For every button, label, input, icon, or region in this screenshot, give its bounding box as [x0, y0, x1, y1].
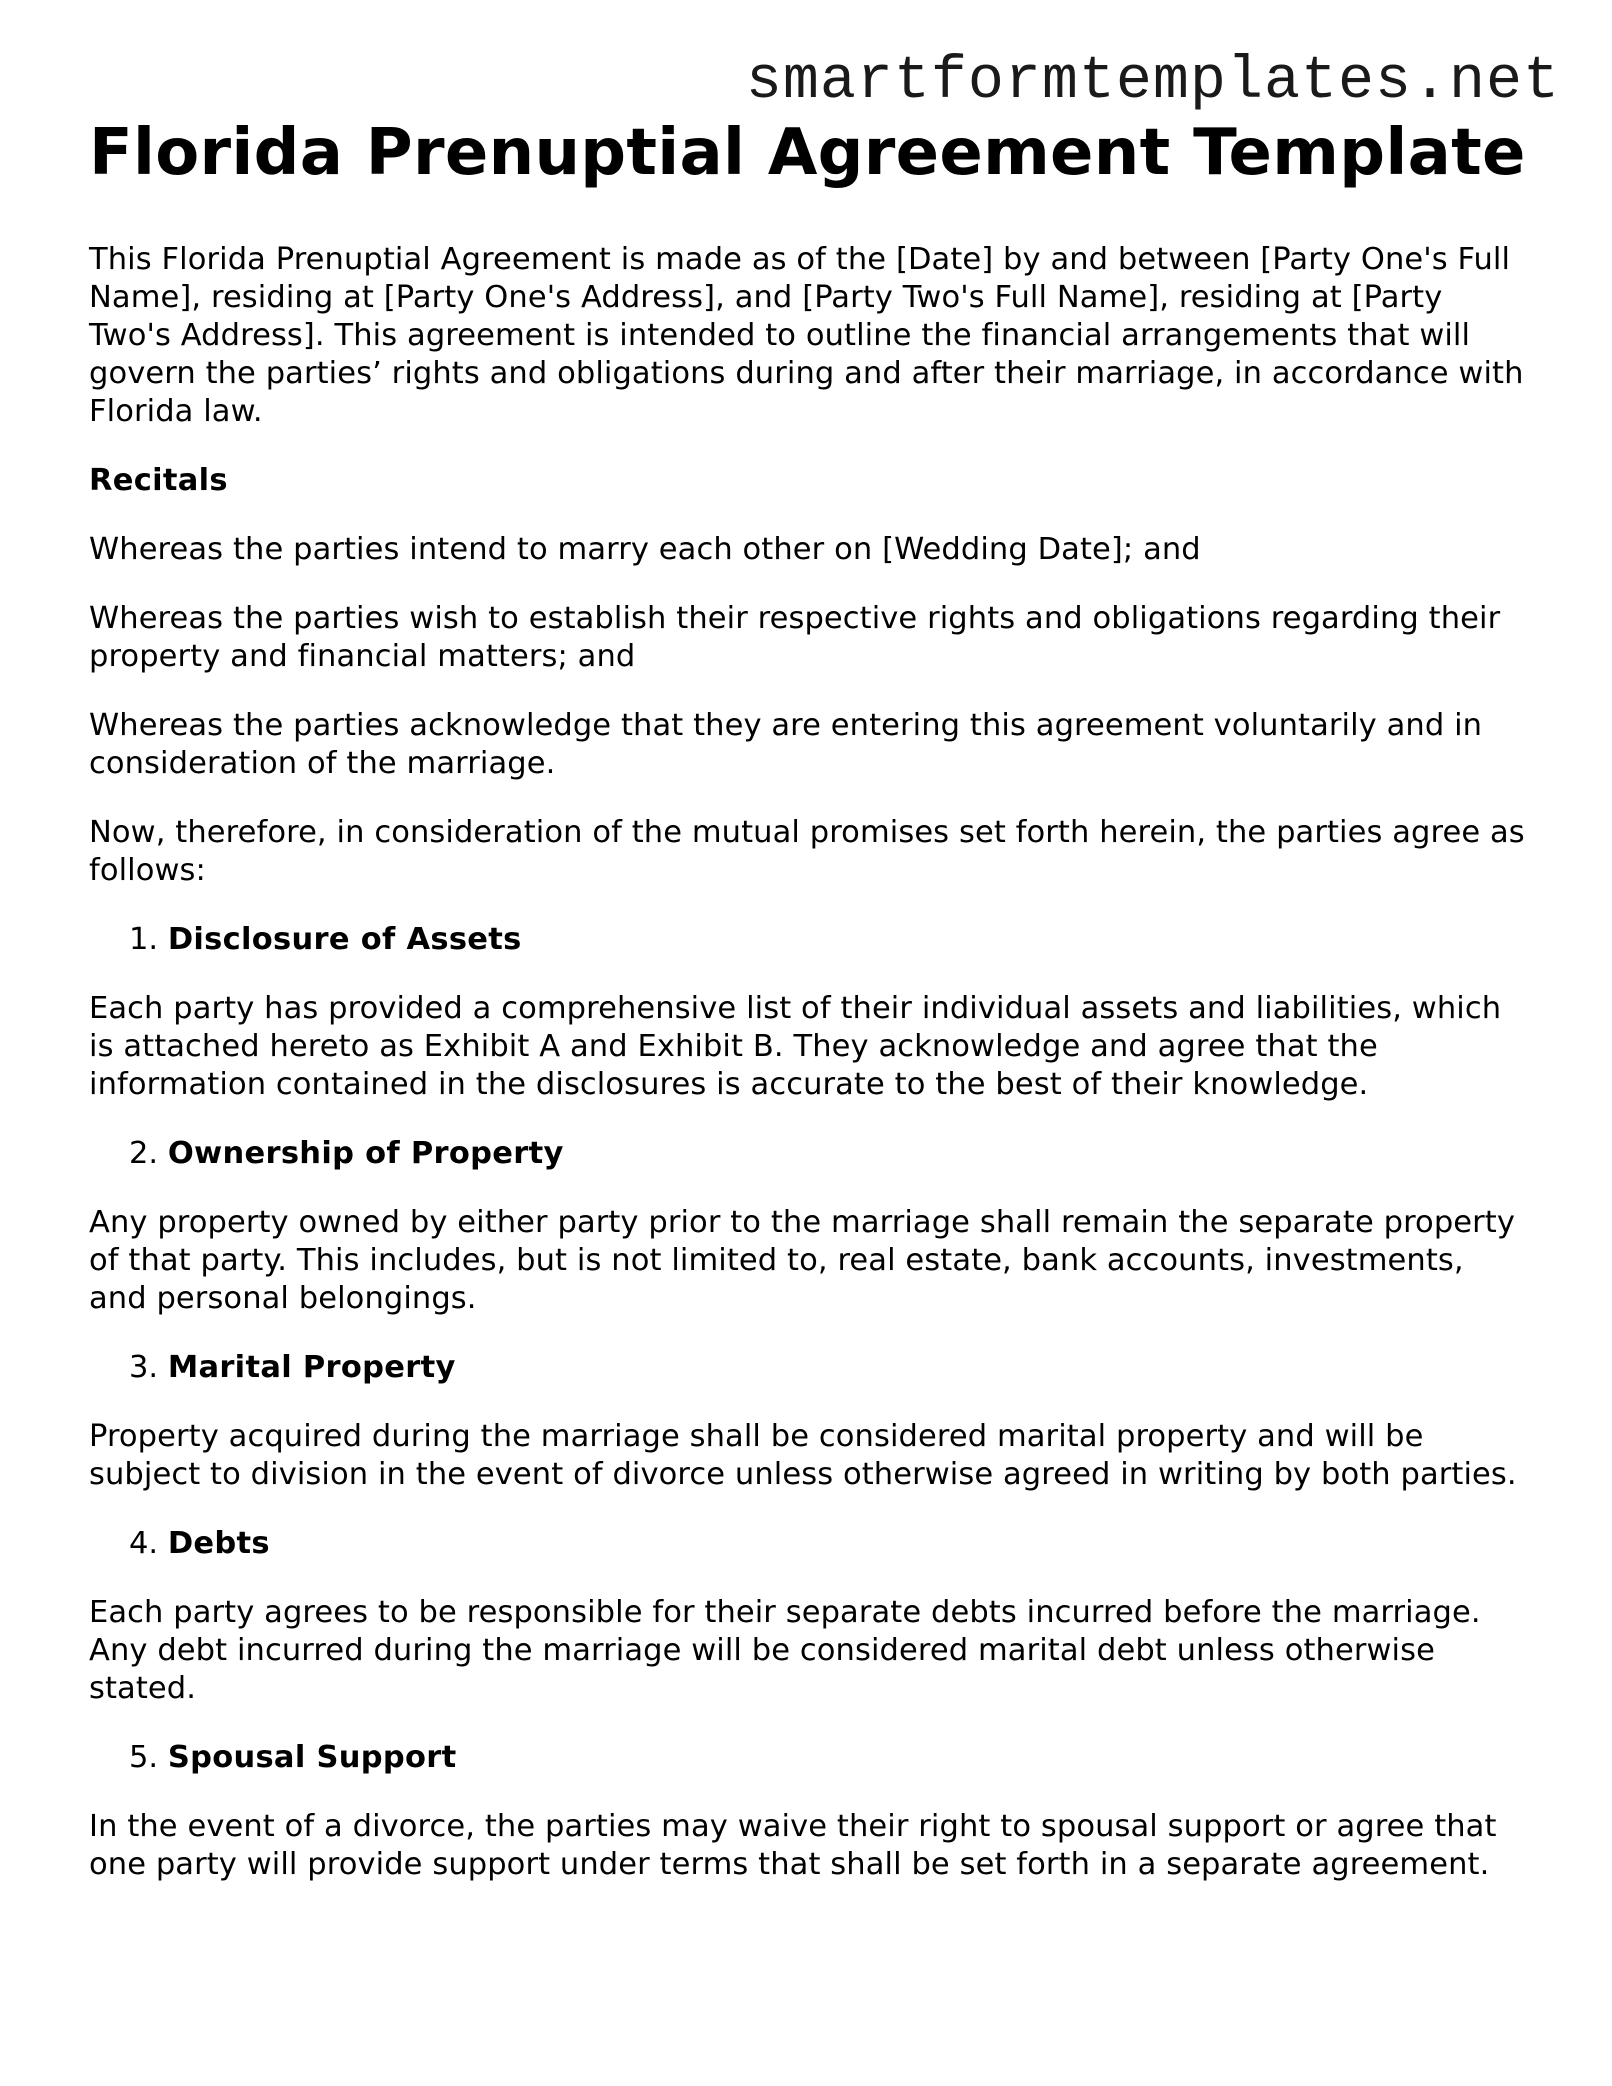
- section-heading-spousal-support: [89, 1739, 1529, 1777]
- section-heading-debts: [89, 1525, 1529, 1563]
- section-number: 3.: [129, 1350, 159, 1385]
- section-number: 5.: [129, 1740, 159, 1775]
- watermark-site-name: smartformtemplates.net: [745, 48, 1560, 116]
- section-body: Each party has provided a comprehensive list of their individual assets and liabilities, which is attached hereto as Exhibit A and Exhibit B. They acknowledge and agree that the information contained in the disclosures is accurate to the best of their knowledge.: [89, 991, 1502, 1102]
- section-title: Spousal Support: [167, 1740, 457, 1775]
- section-title: Marital Property: [167, 1350, 456, 1385]
- section-body: Each party agrees to be responsible for their separate debts incurred before the marriage. Any debt incurred during the marriage will be considered marital debt unless otherwise stated.: [89, 1595, 1481, 1706]
- section-heading-marital-property: [89, 1349, 1529, 1387]
- recital-paragraph: Whereas the parties acknowledge that they are entering this agreement voluntarily and in consideration of the marriage.: [89, 708, 1483, 781]
- recital-paragraph: Whereas the parties wish to establish their respective rights and obligations regarding their property and financial matters; and: [89, 601, 1501, 674]
- section-body: Property acquired during the marriage shall be considered marital property and will be subject to division in the event of divorce unless otherwise agreed in writing by both parties.: [89, 1419, 1517, 1492]
- section-body: Any property owned by either party prior to the marriage shall remain the separate property of that party. This includes, but is not limited to, real estate, bank accounts, investments, and personal belongings.: [89, 1205, 1515, 1316]
- section-number: 2.: [129, 1136, 159, 1171]
- section-heading-disclosure-of-assets: [89, 921, 1529, 959]
- section-number: 1.: [129, 922, 159, 957]
- section-heading-ownership-of-property: [89, 1135, 1529, 1173]
- section-title: Ownership of Property: [167, 1136, 564, 1171]
- document-title: Florida Prenuptial Agreement Template: [89, 116, 1526, 190]
- section-number: 4.: [129, 1526, 159, 1561]
- recital-paragraph: Whereas the parties intend to marry each other on [Wedding Date]; and: [89, 532, 1201, 567]
- section-title: Disclosure of Assets: [167, 922, 522, 957]
- now-therefore-paragraph: Now, therefore, in consideration of the mutual promises set forth herein, the parties agree as follows:: [89, 815, 1525, 888]
- section-body: In the event of a divorce, the parties may waive their right to spousal support or agree that one party will provide support under terms that shall be set forth in a separate agreement.: [89, 1809, 1497, 1882]
- recitals-heading: Recitals: [89, 463, 228, 498]
- intro-paragraph: This Florida Prenuptial Agreement is made as of the [Date] by and between [Party One's Full Name], residing at [Party One's Address], and [Party Two's Full Name], residing at [Party Two's Address]. This agreement is intended to outline the financial arrangements that will govern the parties’ rights and obligations during and after their marriage, in accordance with Florida law.: [89, 242, 1524, 429]
- section-title: Debts: [167, 1526, 270, 1561]
- document-page: [89, 115, 1529, 1884]
